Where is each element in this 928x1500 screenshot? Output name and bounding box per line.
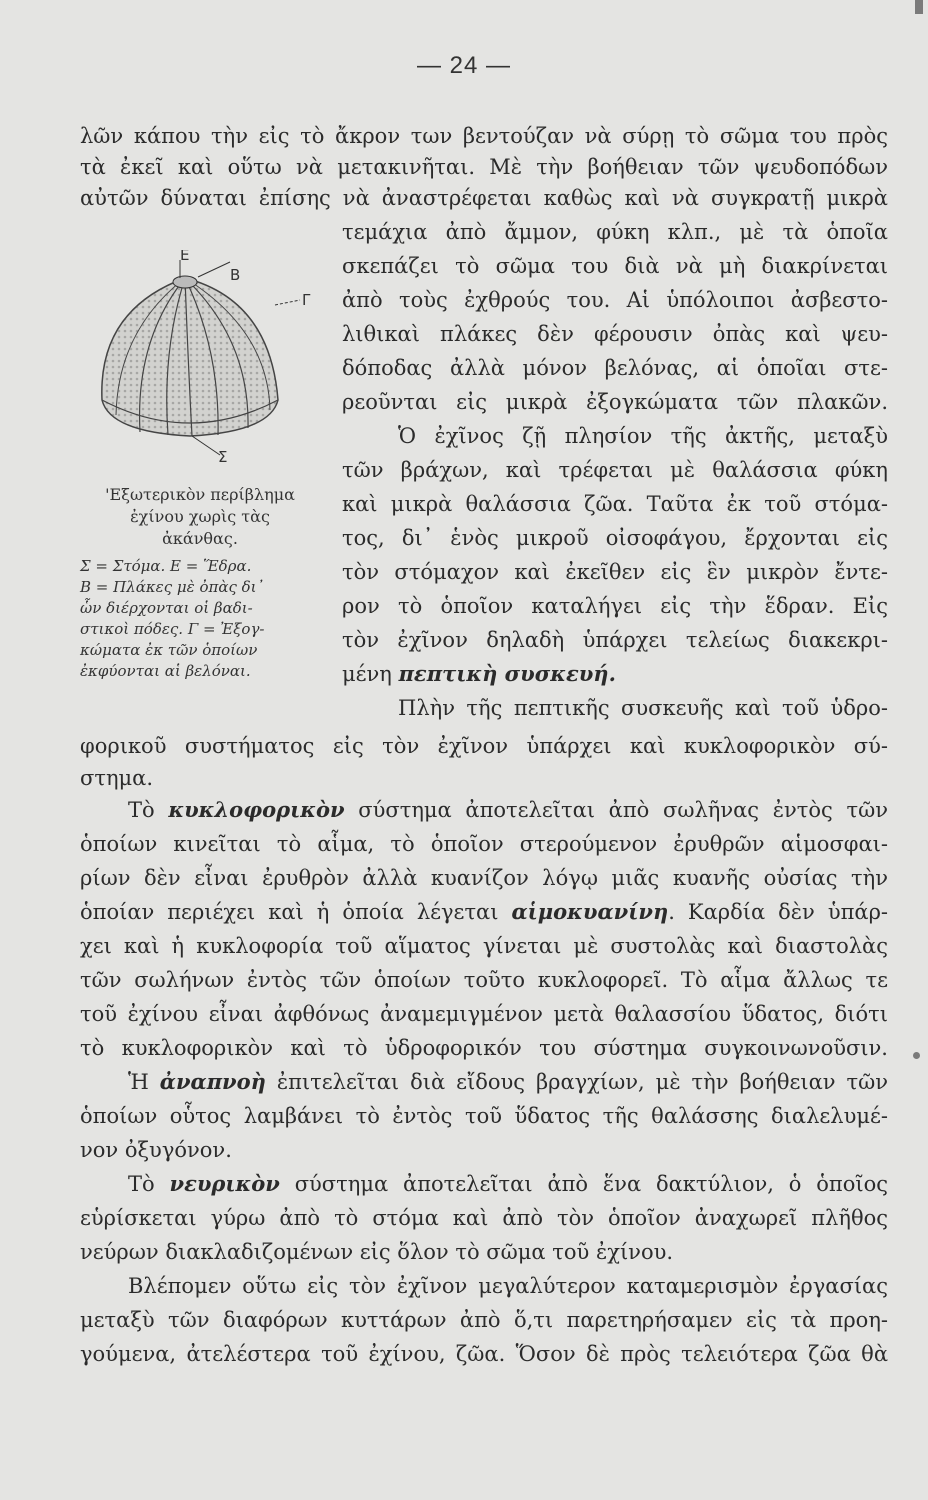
body-line: νεύρων διακλαδιζομένων εἰς ὅλον τὸ σῶμα τοῦ ἐχίνου. bbox=[80, 1240, 674, 1264]
text-run: . Καρδία δὲν ὑπάρ- bbox=[668, 900, 889, 924]
body-line: μεταξὺ τῶν διαφόρων κυττάρων ἀπὸ ὅ,τι παρετηρήσαμεν εἰς τὰ προη- bbox=[80, 1308, 888, 1332]
figure-label-b: Β bbox=[230, 266, 241, 284]
body-line: ὁποίων κινεῖται τὸ αἷμα, τὸ ὁποῖον στερούμενον ἐρυθρῶν αἱμοσφαι- bbox=[80, 832, 888, 856]
text-run: μένη bbox=[342, 662, 399, 686]
body-line: τὸν στόμαχον καὶ ἐκεῖθεν εἰς ἓν μικρὸν ἔντε- bbox=[342, 560, 888, 584]
emphasis-term: νευρικὸν bbox=[169, 1171, 280, 1196]
body-line: τὰ ἐκεῖ καὶ οὕτω νὰ μετακινῆται. Μὲ τὴν βοήθειαν τῶν ψευδοπόδων bbox=[80, 155, 888, 179]
figure-label-g: Γ bbox=[302, 291, 311, 309]
body-line: φορικοῦ συστήματος εἰς τὸν ἐχῖνον ὑπάρχει καὶ κυκλοφορικὸν σύ- bbox=[80, 734, 888, 758]
emphasis-term: ἀναπνοὴ bbox=[159, 1069, 266, 1094]
legend-line: ἐκφύονται αἱ βελόναι. bbox=[80, 662, 251, 680]
legend-line: Σ = Στόμα. Ε = Ἕδρα. bbox=[80, 557, 252, 575]
caption-line: 'Εξωτερικὸν περίβλημα bbox=[105, 485, 295, 504]
figure-label-e: Ε bbox=[180, 250, 190, 264]
body-line: Πλὴν τῆς πεπτικῆς συσκευῆς καὶ τοῦ ὑδρο- bbox=[398, 696, 888, 720]
body-line bbox=[342, 660, 888, 688]
page-number: — 24 — bbox=[416, 52, 512, 79]
body-line: εὑρίσκεται γύρω ἀπὸ τὸ στόμα καὶ ἀπὸ τὸν ὁποῖον ἀναχωρεῖ πλῆθος bbox=[80, 1206, 888, 1230]
caption-line: ἐχίνου χωρὶς τὰς bbox=[130, 507, 270, 526]
body-line bbox=[80, 898, 888, 926]
emphasis-term: κυκλοφορικὸν bbox=[168, 797, 345, 822]
text-run: σύστημα ἀποτελεῖται ἀπὸ σωλῆνας ἐντὸς τῶν bbox=[344, 798, 888, 822]
body-line: γούμενα, ἀτελέστερα τοῦ ἐχίνου, ζῶα. Ὅσον δὲ πρὸς τελειότερα ζῶα θὰ bbox=[80, 1342, 888, 1366]
text-run: Τὸ bbox=[128, 798, 169, 822]
body-line: ρίων δὲν εἶναι ἐρυθρὸν ἀλλὰ κυανίζον λόγῳ μιᾶς κυανῆς οὐσίας τὴν bbox=[80, 866, 888, 890]
text-run: Ἡ bbox=[128, 1070, 160, 1094]
legend-line: Β = Πλάκες μὲ ὀπὰς δι᾿ bbox=[80, 578, 265, 596]
sea-urchin-illustration bbox=[80, 250, 330, 465]
emphasis-term: πεπτικὴ συσκευή. bbox=[398, 661, 616, 686]
figure-legend bbox=[80, 556, 320, 682]
body-line: αὐτῶν δύναται ἐπίσης νὰ ἀναστρέφεται καθὼς καὶ νὰ συγκρατῇ μικρὰ bbox=[80, 186, 888, 210]
body-line: Βλέπομεν οὕτω εἰς τὸν ἐχῖνον μεγαλύτερον καταμερισμὸν ἐργασίας bbox=[128, 1274, 888, 1298]
body-line: λιθικαὶ πλάκες δὲν φέρουσιν ὀπὰς καὶ ψευ- bbox=[342, 322, 888, 346]
scan-dot-mark bbox=[913, 1052, 920, 1059]
figure-caption bbox=[80, 484, 320, 550]
figure-label-s: Σ bbox=[218, 448, 228, 465]
text-run: ὁποίαν περιέχει καὶ ἡ ὁποία λέγεται bbox=[80, 900, 512, 924]
emphasis-term: αἱμοκυανίνη bbox=[511, 899, 669, 924]
body-line: χει καὶ ἡ κυκλοφορία τοῦ αἵματος γίνεται μὲ συστολὰς καὶ διαστολὰς bbox=[80, 934, 888, 958]
body-line: τὸ κυκλοφορικὸν καὶ τὸ ὑδροφορικόν του σύστημα συγκοινωνοῦσιν. bbox=[80, 1036, 888, 1060]
body-line: καὶ μικρὰ θαλάσσια ζῶα. Ταῦτα ἐκ τοῦ στόμα- bbox=[342, 492, 888, 516]
body-line: ρον τὸ ὁποῖον καταλήγει εἰς τὴν ἕδραν. Εἰς bbox=[342, 594, 888, 618]
caption-line: ἀκάνθας. bbox=[162, 529, 238, 548]
body-line: Ὁ ἐχῖνος ζῇ πλησίον τῆς ἀκτῆς, μεταξὺ bbox=[398, 424, 888, 448]
body-line: δόποδας ἀλλὰ μόνον βελόνας, αἱ ὁποῖαι στε- bbox=[342, 356, 888, 380]
body-line: τος, δι᾿ ἑνὸς μικροῦ οἰσοφάγου, ἔρχονται εἰς bbox=[342, 526, 888, 550]
sea-urchin-figure bbox=[80, 250, 330, 465]
body-line: σκεπάζει τὸ σῶμα του διὰ νὰ μὴ διακρίνεται bbox=[342, 254, 888, 278]
body-line bbox=[128, 1170, 888, 1198]
body-line: ὁποίων οὗτος λαμβάνει τὸ ἐντὸς τοῦ ὕδατος τῆς θαλάσσης διαλελυμέ- bbox=[80, 1104, 888, 1128]
legend-line: στικοὶ πόδες. Γ = Ἐξογ- bbox=[80, 620, 265, 638]
body-line: ἀπὸ τοὺς ἐχθρούς του. Αἱ ὑπόλοιποι ἀσβεστο- bbox=[342, 288, 888, 312]
text-run: σύστημα ἀποτελεῖται ἀπὸ ἕνα δακτύλιον, ὁ ὁποῖος bbox=[279, 1172, 888, 1196]
body-line: νον ὀξυγόνον. bbox=[80, 1138, 232, 1162]
body-line: στημα. bbox=[80, 766, 154, 790]
body-line: τῶν βράχων, καὶ τρέφεται μὲ θαλάσσια φύκη bbox=[342, 458, 888, 482]
text-run: ἐπιτελεῖται διὰ εἴδους βραγχίων, μὲ τὴν βοήθειαν τῶν bbox=[265, 1070, 888, 1094]
body-line: ρεοῦνται εἰς μικρὰ ἐξογκώματα τῶν πλακῶν. bbox=[342, 390, 888, 414]
scan-edge-mark bbox=[915, 0, 923, 14]
text-run: Τὸ bbox=[128, 1172, 170, 1196]
body-line: λῶν κάπου τὴν εἰς τὸ ἄκρον των βεντούζαν νὰ σύρῃ τὸ σῶμα του πρὸς bbox=[80, 124, 888, 148]
legend-line: κώματα ἐκ τῶν ὁποίων bbox=[80, 641, 258, 659]
legend-line: ὧν διέρχονται οἱ βαδι- bbox=[80, 599, 253, 617]
body-line bbox=[128, 796, 888, 824]
body-line bbox=[128, 1068, 888, 1096]
body-line: τὸν ἐχῖνον δηλαδὴ ὑπάρχει τελείως διακεκρι- bbox=[342, 628, 888, 652]
body-line: τεμάχια ἀπὸ ἄμμον, φύκη κλπ., μὲ τὰ ὁποῖα bbox=[342, 220, 888, 244]
body-line: τῶν σωλήνων ἐντὸς τῶν ὁποίων τοῦτο κυκλοφορεῖ. Τὸ αἷμα ἄλλως τε bbox=[80, 968, 888, 992]
body-line: τοῦ ἐχίνου εἶναι ἀφθόνως ἀναμεμιγμένον μετὰ θαλασσίου ὕδατος, διότι bbox=[80, 1002, 888, 1026]
